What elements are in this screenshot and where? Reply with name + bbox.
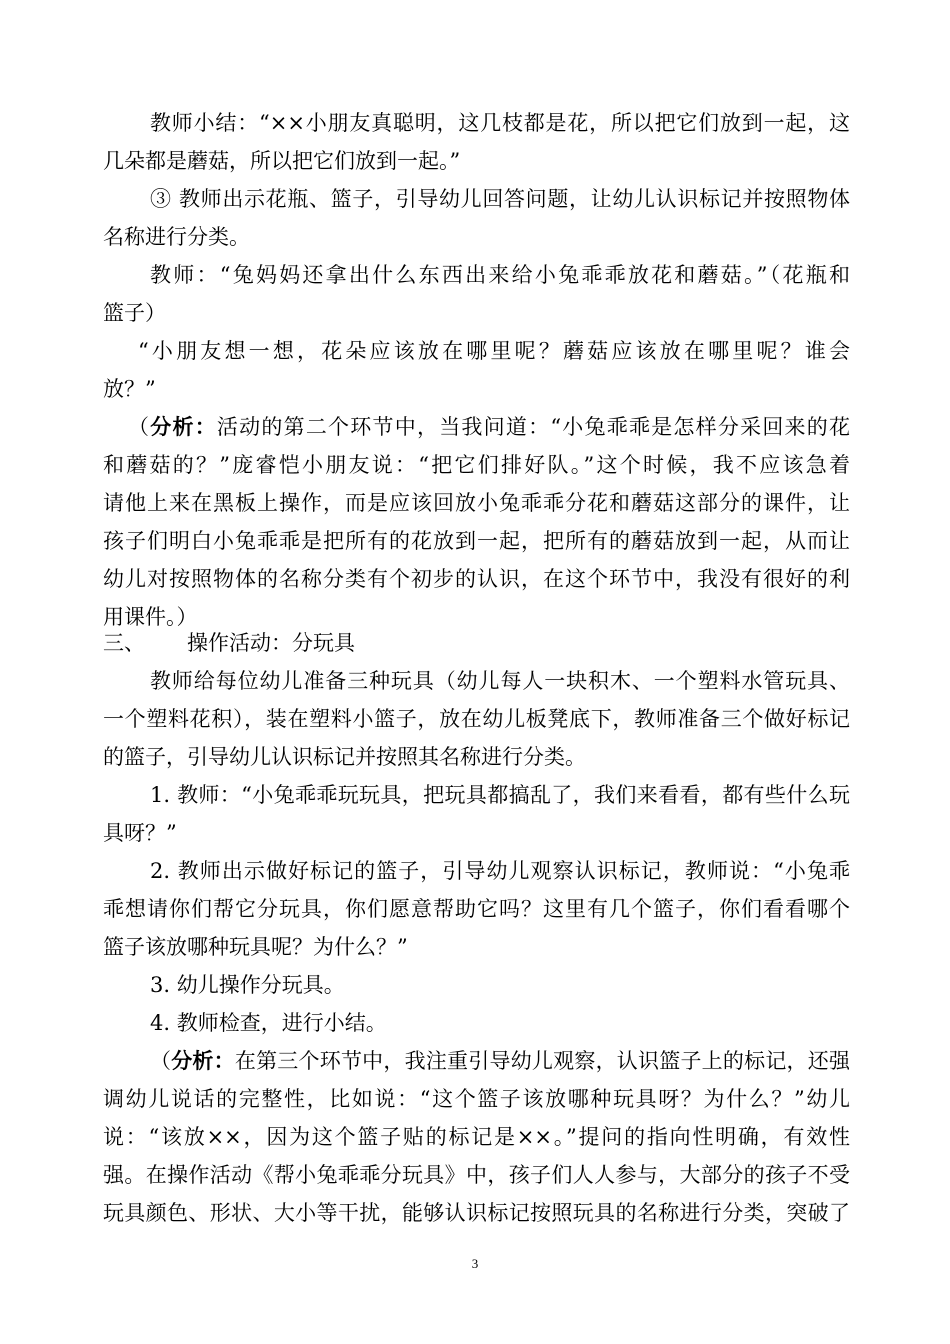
text-line-2: 几朵都是蘑菇，所以把它们放到一起。” bbox=[103, 149, 461, 173]
text-line-22: 乖想请你们帮它分玩具，你们愿意帮助它吗？这里有几个篮子，你们看看哪个 bbox=[103, 897, 850, 921]
list-item-2: 2. 教师出示做好标记的篮子，引导幼儿观察认识标记，教师说：“小兔乖 bbox=[150, 859, 850, 883]
text-line-4: 名称进行分类。 bbox=[103, 225, 250, 249]
page-number: 3 bbox=[471, 1256, 479, 1271]
list-item-3: 3. 幼儿操作分玩具。 bbox=[150, 973, 345, 997]
analysis-paren-2: （ bbox=[150, 1049, 172, 1073]
text-line-23: 篮子该放哪种玩具呢？为什么？” bbox=[103, 935, 408, 959]
text-line-16: 教师给每位幼儿准备三种玩具（幼儿每人一块积木、一个塑料水管玩具、 bbox=[150, 669, 850, 693]
text-line-17: 一个塑料花积），装在塑料小篮子，放在幼儿板凳底下，教师准备三个做好标记 bbox=[103, 707, 850, 731]
text-line-27: 调幼儿说话的完整性，比如说：“这个篮子该放哪种玩具呀？为什么？”幼儿 bbox=[103, 1087, 850, 1111]
text-line-12: 孩子们明白小兔乖乖是把所有的花放到一起，把所有的蘑菇放到一起，从而让 bbox=[103, 529, 850, 553]
text-line-7: “小朋友想一想，花朵应该放在哪里呢？蘑菇应该放在哪里呢？谁会 bbox=[138, 339, 850, 363]
section-number: 三、 bbox=[103, 631, 145, 655]
analysis-line-1 bbox=[128, 412, 850, 442]
text-line-3: ③ 教师出示花瓶、篮子，引导幼儿回答问题，让幼儿认识标记并按照物体 bbox=[150, 187, 850, 211]
analysis-text: 活动的第二个环节中，当我问道：“小兔乖乖是怎样分采回来的花 bbox=[216, 415, 851, 439]
text-line-28: 说：“该放××，因为这个篮子贴的标记是××。”提问的指向性明确，有效性 bbox=[103, 1125, 850, 1149]
text-line-6: 篮子） bbox=[103, 301, 166, 325]
section-heading bbox=[103, 628, 355, 658]
text-line-8: 放？” bbox=[103, 377, 156, 401]
analysis-label-2: 分析： bbox=[171, 1048, 235, 1073]
text-line-10: 和蘑菇的？”庞睿恺小朋友说：“把它们排好队。”这个时候，我不应该急着 bbox=[103, 453, 850, 477]
text-line-14: 用课件。） bbox=[103, 605, 198, 629]
analysis-line-2 bbox=[150, 1046, 850, 1076]
list-item-1: 1. 教师：“小兔乖乖玩玩具，把玩具都搞乱了，我们来看看，都有些什么玩 bbox=[150, 783, 850, 807]
analysis-label: 分析： bbox=[150, 414, 217, 439]
text-line-30: 玩具颜色、形状、大小等干扰，能够认识标记按照玩具的名称进行分类，突破了 bbox=[103, 1201, 850, 1225]
text-line-5: 教师：“兔妈妈还拿出什么东西出来给小兔乖乖放花和蘑菇。”（花瓶和 bbox=[150, 263, 850, 287]
text-line-20: 具呀？” bbox=[103, 821, 177, 845]
text-line-13: 幼儿对按照物体的名称分类有个初步的认识，在这个环节中，我没有很好的利 bbox=[103, 567, 850, 591]
text-line-11: 请他上来在黑板上操作，而是应该回放小兔乖乖分花和蘑菇这部分的课件，让 bbox=[103, 491, 850, 515]
section-title: 操作活动：分玩具 bbox=[187, 631, 355, 655]
list-item-4: 4. 教师检查，进行小结。 bbox=[150, 1011, 387, 1035]
analysis-text-2: 在第三个环节中，我注重引导幼儿观察，认识篮子上的标记，还强 bbox=[234, 1049, 850, 1073]
analysis-paren: （ bbox=[128, 415, 151, 439]
text-line-29: 强。在操作活动《帮小兔乖乖分玩具》中，孩子们人人参与，大部分的孩子不受 bbox=[103, 1163, 850, 1187]
text-line-1: 教师小结：“××小朋友真聪明，这几枝都是花，所以把它们放到一起，这 bbox=[150, 111, 850, 135]
text-line-18: 的篮子，引导幼儿认识标记并按照其名称进行分类。 bbox=[103, 745, 586, 769]
